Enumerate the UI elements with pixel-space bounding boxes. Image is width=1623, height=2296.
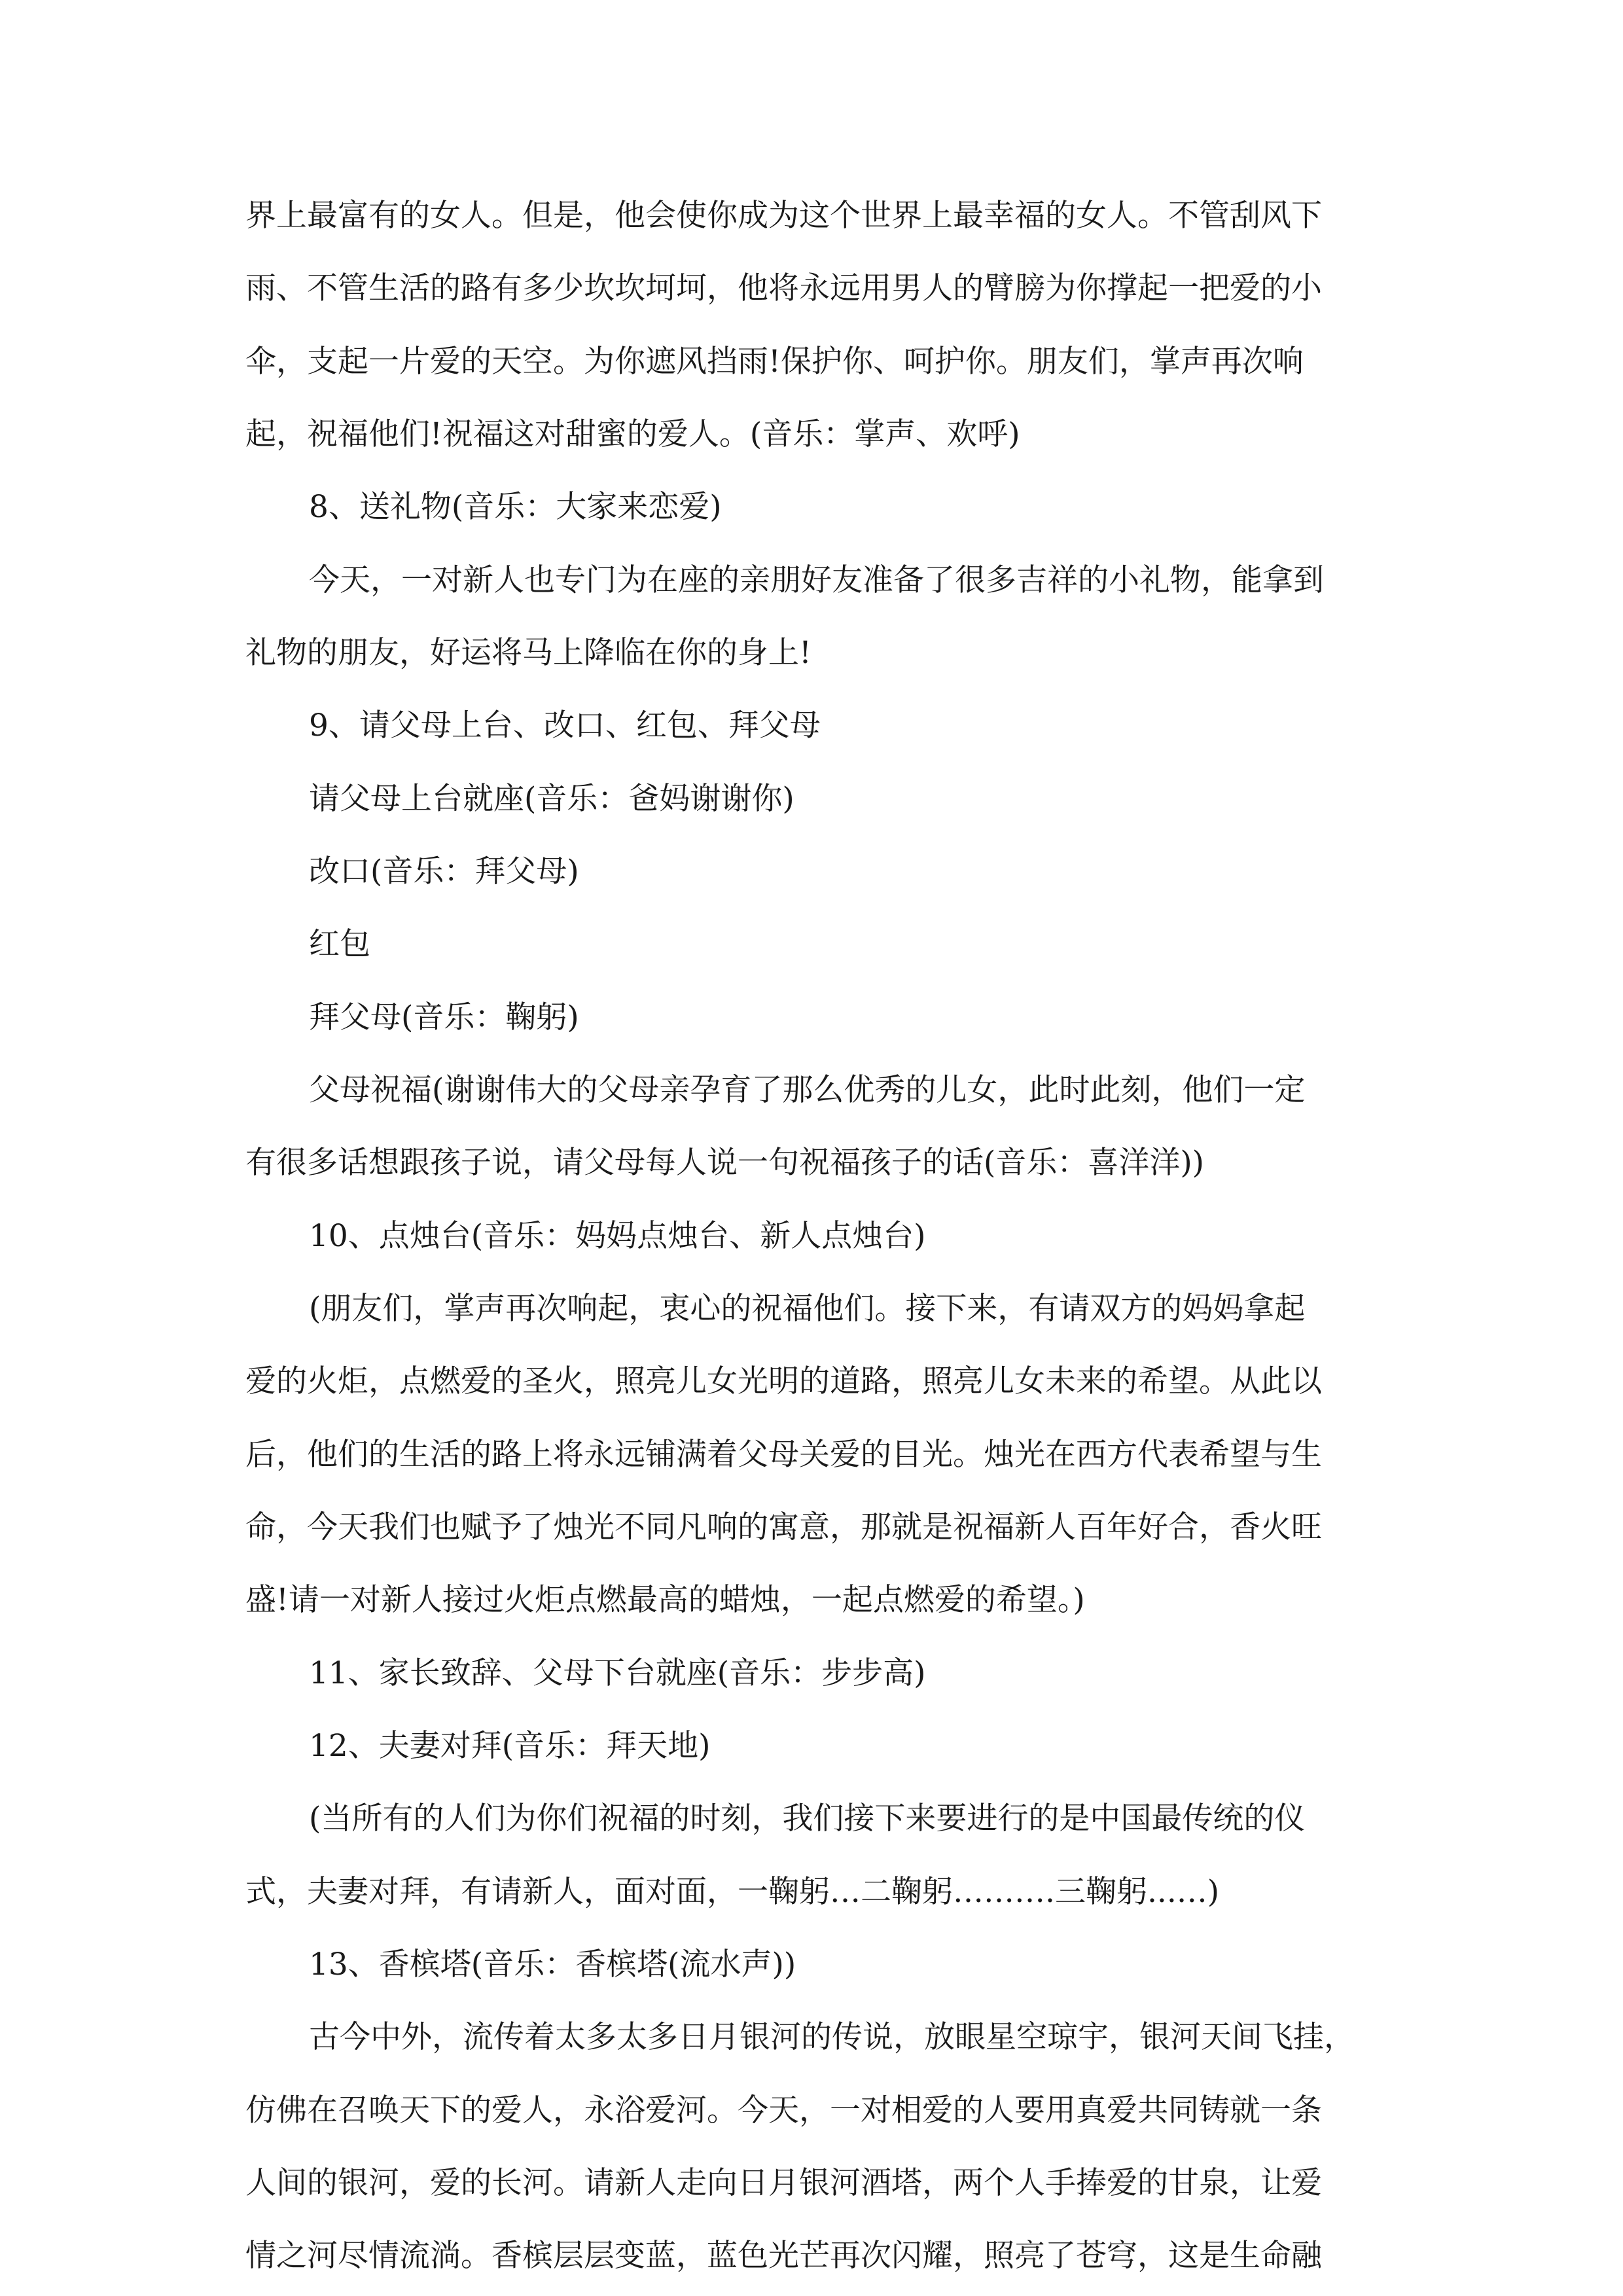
text-line: 界上最富有的女人。但是，他会使你成为这个世界上最幸福的女人。不管刮风下 [245,198,1322,234]
text-line: (朋友们，掌声再次响起，衷心的祝福他们。接下来，有请双方的妈妈拿起 [309,1291,1306,1327]
text-line: 雨、不管生活的路有多少坎坎坷坷，他将永远用男人的臂膀为你撑起一把爱的小 [245,270,1322,306]
text-line: 爱的火炬，点燃爱的圣火，照亮儿女光明的道路，照亮儿女未来的希望。从此以 [245,1363,1322,1399]
section-heading: 13、香槟塔(音乐：香槟塔(流水声)) [309,1946,796,1982]
section-heading: 12、夫妻对拜(音乐：拜天地) [309,1728,711,1764]
text-line: 仿佛在召唤天下的爱人，永浴爱河。今天，一对相爱的人要用真爱共同铸就一条 [245,2092,1322,2128]
text-line: 式，夫妻对拜，有请新人，面对面，一鞠躬…二鞠躬……….三鞠躬...…) [245,1874,1220,1910]
section-heading: 10、点烛台(音乐：妈妈点烛台、新人点烛台) [309,1218,926,1254]
text-line: 请父母上台就座(音乐：爸妈谢谢你) [309,781,794,817]
text-line: 后，他们的生活的路上将永远铺满着父母关爱的目光。烛光在西方代表希望与生 [245,1437,1322,1473]
text-line: 拜父母(音乐：鞠躬) [309,999,579,1035]
text-line: (当所有的人们为你们祝福的时刻，我们接下来要进行的是中国最传统的仪 [309,1801,1306,1837]
text-line: 礼物的朋友，好运将马上降临在你的身上! [245,635,812,671]
text-line: 有很多话想跟孩子说，请父母每人说一句祝福孩子的话(音乐：喜洋洋)) [245,1145,1205,1181]
text-line: 起，祝福他们!祝福这对甜蜜的爱人。(音乐：掌声、欢呼) [245,416,1020,452]
text-line: 伞，支起一片爱的天空。为你遮风挡雨!保护你、呵护你。朋友们，掌声再次响 [245,344,1304,380]
text-line: 命，今天我们也赋予了烛光不同凡响的寓意，那就是祝福新人百年好合，香火旺 [245,1509,1322,1545]
text-line: 红包 [309,926,370,962]
section-heading: 9、请父母上台、改口、红包、拜父母 [309,708,821,744]
text-line: 盛!请一对新人接过火炬点燃最高的蜡烛，一起点燃爱的希望。) [245,1582,1085,1618]
text-line: 情之河尽情流淌。香槟层层变蓝，蓝色光芒再次闪耀，照亮了苍穹，这是生命融 [245,2238,1322,2274]
text-line: 父母祝福(谢谢伟大的父母亲孕育了那么优秀的儿女，此时此刻，他们一定 [309,1072,1306,1108]
section-heading: 8、送礼物(音乐：大家来恋爱) [309,489,722,525]
text-line: 人间的银河，爱的长河。请新人走向日月银河酒塔，两个人手捧爱的甘泉，让爱 [245,2165,1322,2201]
text-line: 古今中外，流传着太多太多日月银河的传说，放眼星空琼宇，银河天间飞挂， [309,2019,1355,2055]
text-line: 改口(音乐：拜父母) [309,853,579,889]
text-line: 今天，一对新人也专门为在座的亲朋好友准备了很多吉祥的小礼物，能拿到 [309,562,1324,598]
section-heading: 11、家长致辞、父母下台就座(音乐：步步高) [309,1655,926,1691]
